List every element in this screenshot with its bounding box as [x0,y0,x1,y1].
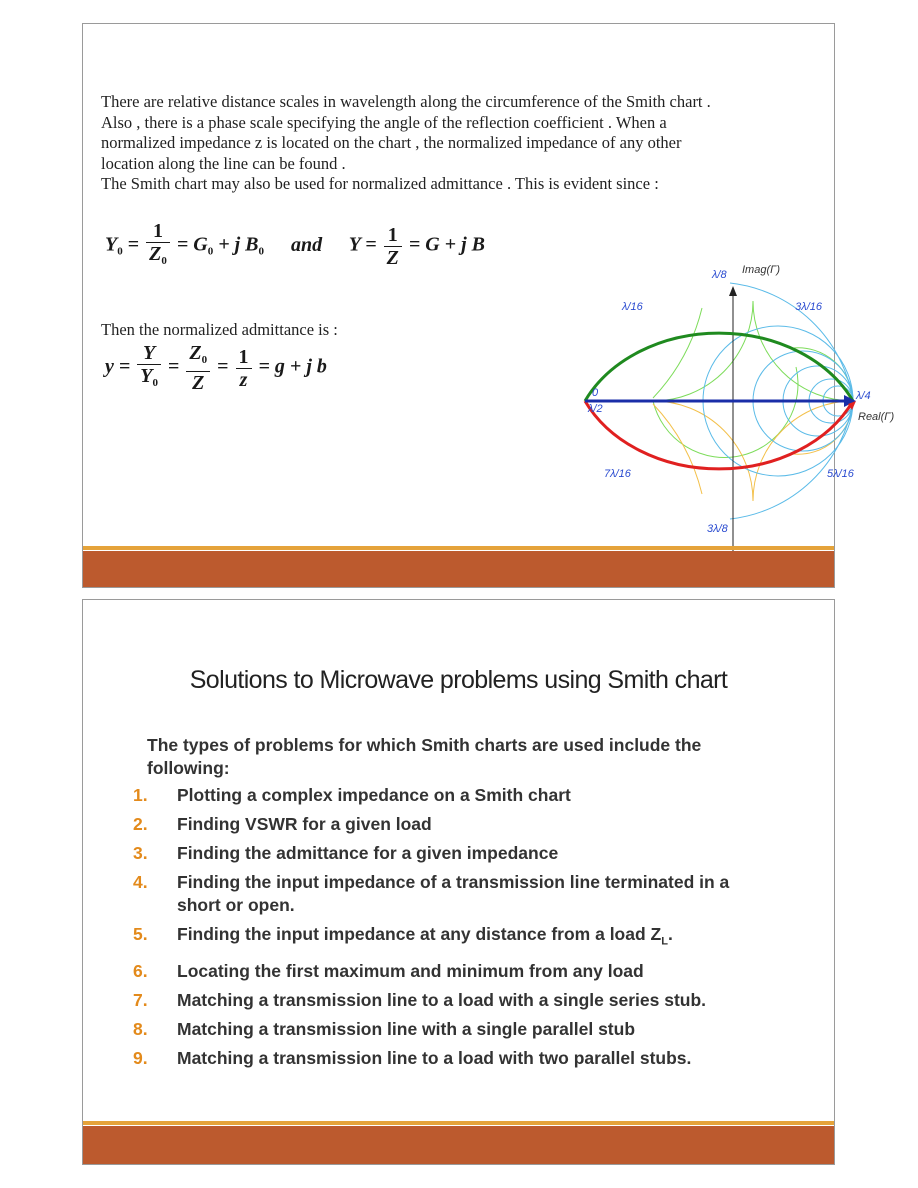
eq2-num1: Y [137,342,161,365]
list-item [131,784,729,807]
eq2-den3: z [239,368,248,391]
intro-line: The types of problems for which Smith charts are used include the [147,735,702,755]
list-number: 5. [133,924,148,944]
list-number: 8. [133,1018,148,1039]
label-left-half: λ/2 [588,403,603,415]
eq2-fraction1 [137,342,161,394]
list-number: 4. [133,872,148,892]
reactance-arc [793,401,853,454]
label-upper-right: 3λ/16 [795,301,822,313]
eq2-equals1: = [168,355,180,378]
list-text: Finding the input impedance of a transmission line terminated in a [177,872,730,892]
intro-text [147,734,767,780]
eq2-den2: Z [192,372,205,394]
eq2-num2-sub: 0 [201,354,208,366]
reactance-arc [653,308,702,398]
eq1-rhs-a-sub: 0 [207,245,214,258]
list-subscript: L [661,935,668,948]
reactance-arc [653,367,798,457]
eq2-fraction2 [186,342,210,394]
paragraph-line: normalized impedance z is located on the chart , the normalized impedance of any other [101,133,682,152]
admittance-equation [105,220,485,272]
problem-list [131,784,729,1076]
smith-chart [488,256,895,546]
eq1-lhs: Y [105,233,118,256]
intro-paragraph [101,92,831,195]
eq1-connector: and [290,233,323,256]
list-text: Finding the input impedance at any distance from a load Z [177,924,662,944]
list-number: 1. [133,785,148,805]
list-item [131,960,729,983]
eq2-lhs: y = [105,355,131,378]
eq1-den: Z [149,243,162,265]
eq1-lhs-sub: 0 [117,245,123,258]
list-number: 9. [133,1047,148,1068]
reactance-arc [653,404,702,494]
eq1-den2: Z [386,246,399,269]
eq2-fraction3 [236,346,252,391]
list-item [131,923,729,954]
paragraph-line: There are relative distance scales in wavelength along the circumference of the Smith chart . [101,92,711,111]
eq1-rhs-a: = G [176,233,208,256]
list-text: Finding VSWR for a given load [177,814,432,834]
eq1-fraction [146,220,170,272]
eq1-rhs-b: + j B [213,233,259,256]
eq1-num2: 1 [384,224,402,247]
footer-band [83,1126,834,1164]
list-item [131,813,729,836]
footer-accent-line [83,546,834,550]
list-text: Finding the admittance for a given impedance [177,843,559,863]
footer-accent-line [83,1121,834,1125]
eq1-num: 1 [146,220,170,243]
eq1-equals: = [127,233,140,256]
lower-boundary-arc [585,401,853,469]
list-item [131,871,729,917]
eq1-rhs2: = G + j B [408,233,485,256]
list-number: 3. [133,843,148,863]
imag-axis-arrowhead [729,286,737,296]
eq2-den1: Y [140,365,153,387]
label-left-zero: 0 [592,387,599,399]
label-bottom: 3λ/8 [707,523,728,535]
label-real-axis: Real(Γ) [858,411,895,423]
eq2-den1-sub: 0 [152,377,158,389]
reactance-arc [653,301,753,401]
upper-boundary-arc [585,333,853,401]
slide-problem-types [82,599,835,1165]
list-text: short or open. [177,895,295,915]
list-text: Matching a transmission line to a load with a single series stub. [177,989,707,1010]
label-lower-right: 5λ/16 [827,468,854,480]
label-right: λ/4 [856,390,871,402]
reactance-arc [653,401,753,501]
paragraph-line: location along the line can be found . [101,153,346,173]
list-item [131,1047,729,1070]
list-number: 7. [133,989,148,1010]
eq1-lhs2: Y = [348,233,377,256]
eq1-fraction2 [384,224,402,269]
list-number: 2. [133,814,148,834]
list-item [131,842,729,865]
paragraph-line: The Smith chart may also be used for normalized admittance . This is evident since : [101,174,659,193]
label-upper-left: λ/16 [622,301,643,313]
list-text: Plotting a complex impedance on a Smith chart [177,785,571,805]
eq2-num3: 1 [236,346,252,369]
list-item [131,989,729,1012]
intro-line: following: [147,758,230,778]
eq1-rhs-b-sub: 0 [258,245,264,258]
eq2-equals2: = [217,355,229,378]
list-text: Locating the first maximum and minimum from any load [177,960,644,981]
list-text: Matching a transmission line to a load with two parallel stubs. [177,1047,692,1068]
eq2-num2: Z [189,342,202,364]
resistance-arc [730,401,853,519]
list-text: Matching a transmission line with a single parallel stub [177,1018,636,1039]
list-number: 6. [133,960,148,981]
admittance-label: Then the normalized admittance is : [101,320,338,339]
paragraph-line: Also , there is a phase scale specifying the angle of the reflection coefficient . When a [101,112,667,132]
label-top: λ/8 [712,269,727,281]
slide-smith-chart-intro [82,23,895,588]
label-lower-left: 7λ/16 [604,468,631,480]
list-item [131,1018,729,1041]
resistance-arc [730,283,853,401]
footer-band [83,551,834,587]
list-tail: . [667,924,673,944]
label-imag-axis: Imag(Γ) [742,264,781,276]
slide-title: Solutions to Microwave problems using Smith chart [189,666,728,694]
eq1-den-sub: 0 [161,255,167,267]
reactance-arc [793,348,853,401]
normalized-admittance-equation [105,342,327,394]
eq2-rhs: = g + j b [258,355,327,378]
